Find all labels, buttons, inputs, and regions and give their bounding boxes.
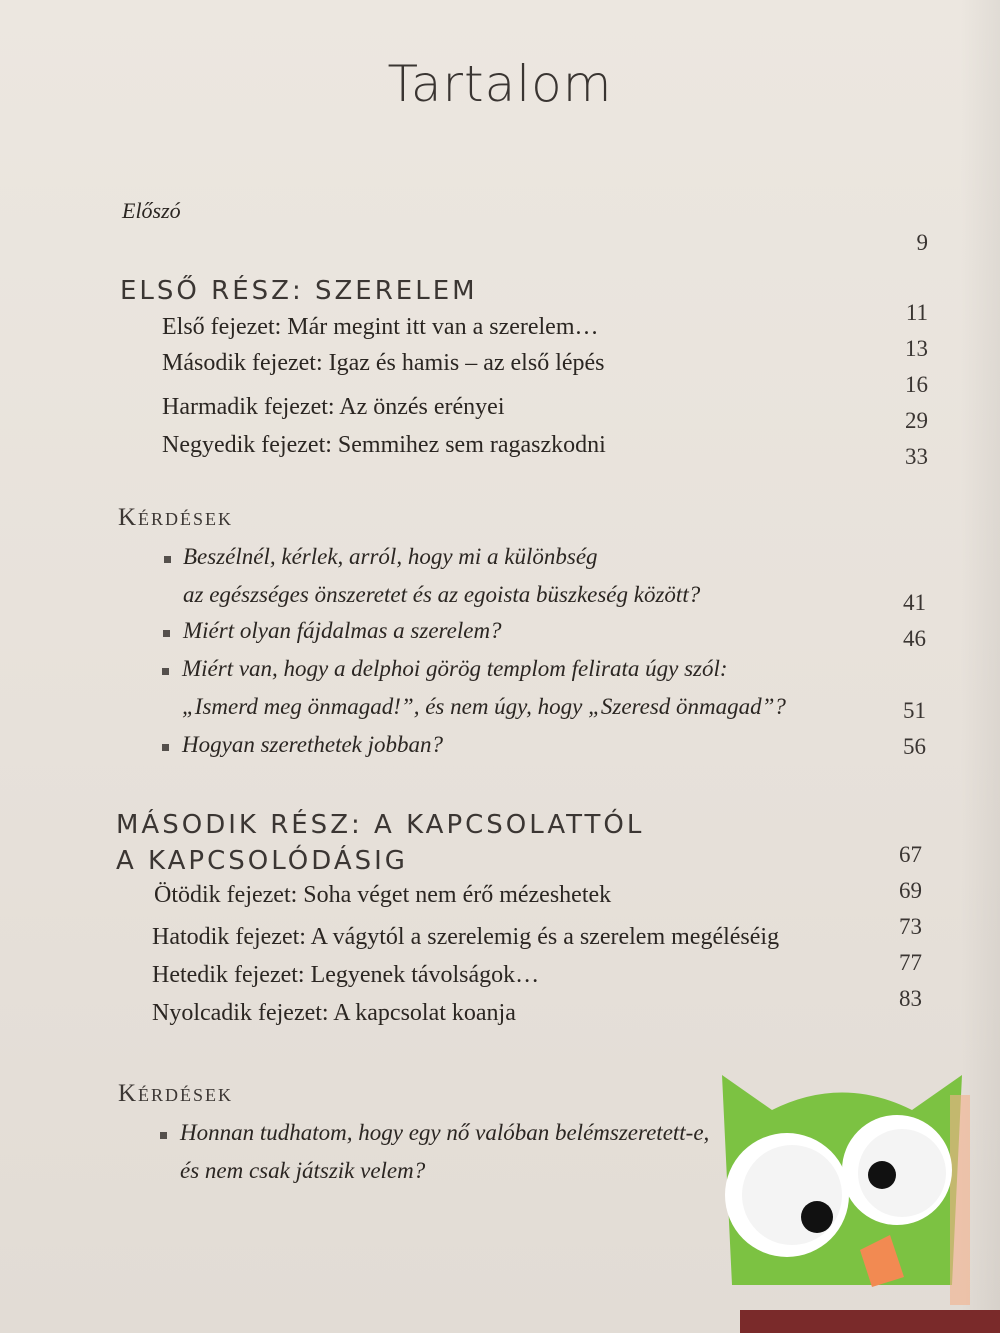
chapter-4-label: Negyedik fejezet: Semmihez sem ragaszkodni	[162, 432, 606, 458]
chapter-3-label: Harmadik fejezet: Az önzés erényei	[162, 394, 505, 420]
question-4-page: 56	[903, 734, 926, 759]
question-2-page: 46	[903, 626, 926, 651]
chapter-8-label: Nyolcadik fejezet: A kapcsolat koanja	[152, 1000, 516, 1026]
background-strip	[740, 1310, 1000, 1333]
chapter-1-label: Első fejezet: Már megint itt van a szerelem…	[162, 314, 599, 340]
chapter-3-page: 29	[905, 408, 928, 433]
question-3-line2: „Ismerd meg önmagad!”, és nem úgy, hogy „Szeresd önmagad”?	[182, 694, 786, 719]
chapter-5-label: Ötödik fejezet: Soha véget nem érő mézeshetek	[154, 882, 612, 908]
foreword-label: Előszó	[122, 198, 181, 223]
questions-1-heading: Kérdések	[118, 504, 234, 531]
chapter-7-label: Hetedik fejezet: Legyenek távolságok…	[152, 962, 540, 988]
question-5-line1: Honnan tudhatom, hogy egy nő valóban belémszeretett-e,	[180, 1120, 710, 1145]
question-1-line2: az egészséges önszeretet és az egoista büszkeség között?	[183, 582, 701, 607]
chapter-2-label: Második fejezet: Igaz és hamis – az első lépés	[162, 350, 605, 376]
chapter-5-page: 69	[899, 878, 922, 903]
bullet-icon	[163, 630, 170, 637]
bullet-icon	[160, 1132, 167, 1139]
question-5-line2: és nem csak játszik velem?	[180, 1158, 426, 1183]
owl-logo-icon	[712, 1055, 972, 1315]
question-1-line1: Beszélnél, kérlek, arról, hogy mi a különbség	[183, 544, 598, 569]
chapter-4-page: 33	[905, 444, 928, 469]
chapter-8-page: 83	[899, 986, 922, 1011]
chapter-7-page: 77	[899, 950, 922, 975]
chapter-2-page: 16	[905, 372, 928, 397]
part1-heading: ELSŐ RÉSZ: SZERELEM	[120, 276, 478, 306]
part2-page: 67	[899, 842, 922, 867]
question-3-page: 51	[903, 698, 926, 723]
chapter-6-label: Hatodik fejezet: A vágytól a szerelemig és a szerelem megéléséig	[152, 924, 780, 950]
bullet-icon	[162, 744, 169, 751]
question-3-line1: Miért van, hogy a delphoi görög templom felirata úgy szól:	[182, 656, 728, 681]
chapter-1-page: 13	[905, 336, 928, 361]
part2-heading-line1: MÁSODIK RÉSZ: A KAPCSOLATTÓL	[116, 810, 645, 840]
questions-2-heading: Kérdések	[118, 1080, 234, 1107]
question-2-line1: Miért olyan fájdalmas a szerelem?	[183, 618, 502, 643]
part2-heading-line2: A KAPCSOLÓDÁSIG	[116, 846, 408, 876]
chapter-6-page: 73	[899, 914, 922, 939]
question-1-page: 41	[903, 590, 926, 615]
question-4-line1: Hogyan szerethetek jobban?	[182, 732, 444, 757]
bullet-icon	[164, 556, 171, 563]
foreword-page: 9	[916, 230, 928, 255]
part1-page: 11	[905, 300, 928, 325]
page-title: Tartalom	[387, 55, 613, 113]
bullet-icon	[162, 668, 169, 675]
